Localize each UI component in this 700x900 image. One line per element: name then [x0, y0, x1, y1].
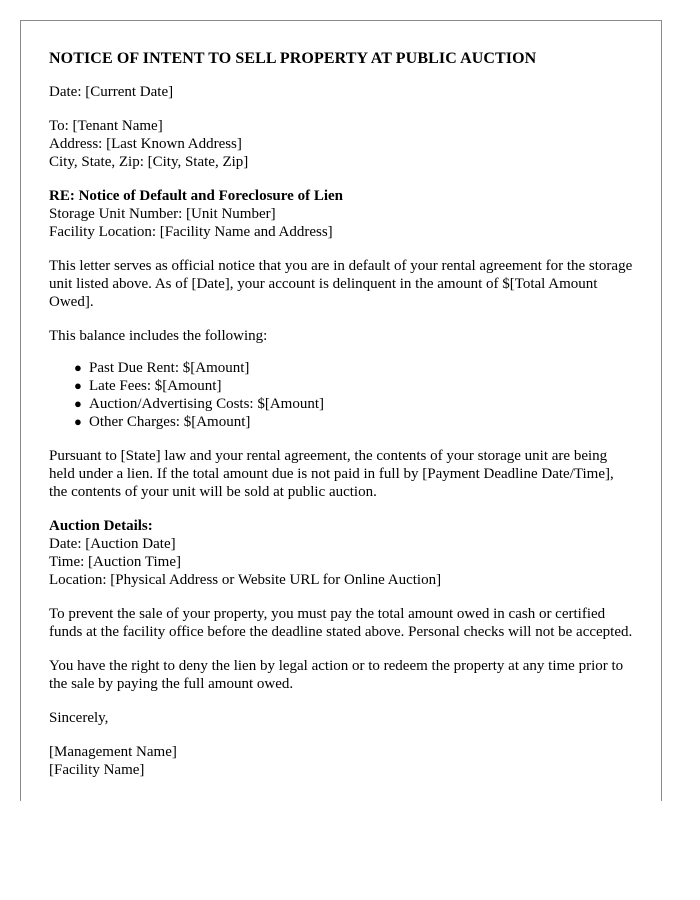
bullet-icon: ●	[74, 396, 82, 411]
rights-paragraph: You have the right to deny the lien by legal action or to redeem the property at any time prior to the sale by paying the full amount owed.	[49, 658, 624, 692]
notice-title: NOTICE OF INTENT TO SELL PROPERTY AT PUBLIC AUCTION	[49, 50, 537, 67]
bullet-icon: ●	[74, 414, 82, 429]
date-line: Date: [Current Date]	[49, 84, 174, 100]
recipient-block	[49, 117, 633, 171]
closing: Sincerely,	[49, 710, 109, 726]
re-block	[49, 187, 633, 241]
management-name: [Management Name]	[49, 744, 177, 760]
signature-block	[49, 743, 633, 779]
auction-details-heading: Auction Details:	[49, 518, 153, 534]
storage-unit-number: Storage Unit Number: [Unit Number]	[49, 206, 276, 222]
recipient-city-state-zip: City, State, Zip: [City, State, Zip]	[49, 154, 249, 170]
auction-details-block	[49, 517, 633, 589]
recipient-address: Address: [Last Known Address]	[49, 136, 242, 152]
balance-list	[49, 359, 633, 431]
balance-item-other-charges: Other Charges: $[Amount]	[89, 414, 251, 430]
prevent-sale-paragraph: To prevent the sale of your property, you must pay the total amount owed in cash or certified funds at the facility office before the deadline stated above. Personal checks will not be accepted.	[49, 606, 633, 640]
lien-paragraph: Pursuant to [State] law and your rental agreement, the contents of your storage unit are being held under a lien. If the total amount due is not paid in full by [Payment Deadline Date/Time], the contents of your unit will be sold at public auction.	[49, 448, 614, 500]
list-item	[74, 413, 633, 431]
list-item	[74, 395, 633, 413]
recipient-name: To: [Tenant Name]	[49, 118, 163, 134]
balance-item-past-due-rent: Past Due Rent: $[Amount]	[89, 360, 250, 376]
auction-location: Location: [Physical Address or Website URL for Online Auction]	[49, 572, 442, 588]
auction-time: Time: [Auction Time]	[49, 554, 181, 570]
balance-item-late-fees: Late Fees: $[Amount]	[89, 378, 222, 394]
list-item	[74, 377, 633, 395]
re-heading: RE: Notice of Default and Foreclosure of Lien	[49, 188, 343, 204]
balance-intro: This balance includes the following:	[49, 328, 268, 344]
balance-item-auction-costs: Auction/Advertising Costs: $[Amount]	[89, 396, 324, 412]
default-paragraph: This letter serves as official notice that you are in default of your rental agreement for the storage unit listed above. As of [Date], your account is delinquent in the amount of $[Total Amount Owed].	[49, 258, 633, 310]
auction-date: Date: [Auction Date]	[49, 536, 176, 552]
notice-document	[20, 20, 662, 801]
facility-location: Facility Location: [Facility Name and Address]	[49, 224, 333, 240]
facility-name: [Facility Name]	[49, 762, 145, 778]
list-item	[74, 359, 633, 377]
bullet-icon: ●	[74, 378, 82, 393]
bullet-icon: ●	[74, 360, 82, 375]
